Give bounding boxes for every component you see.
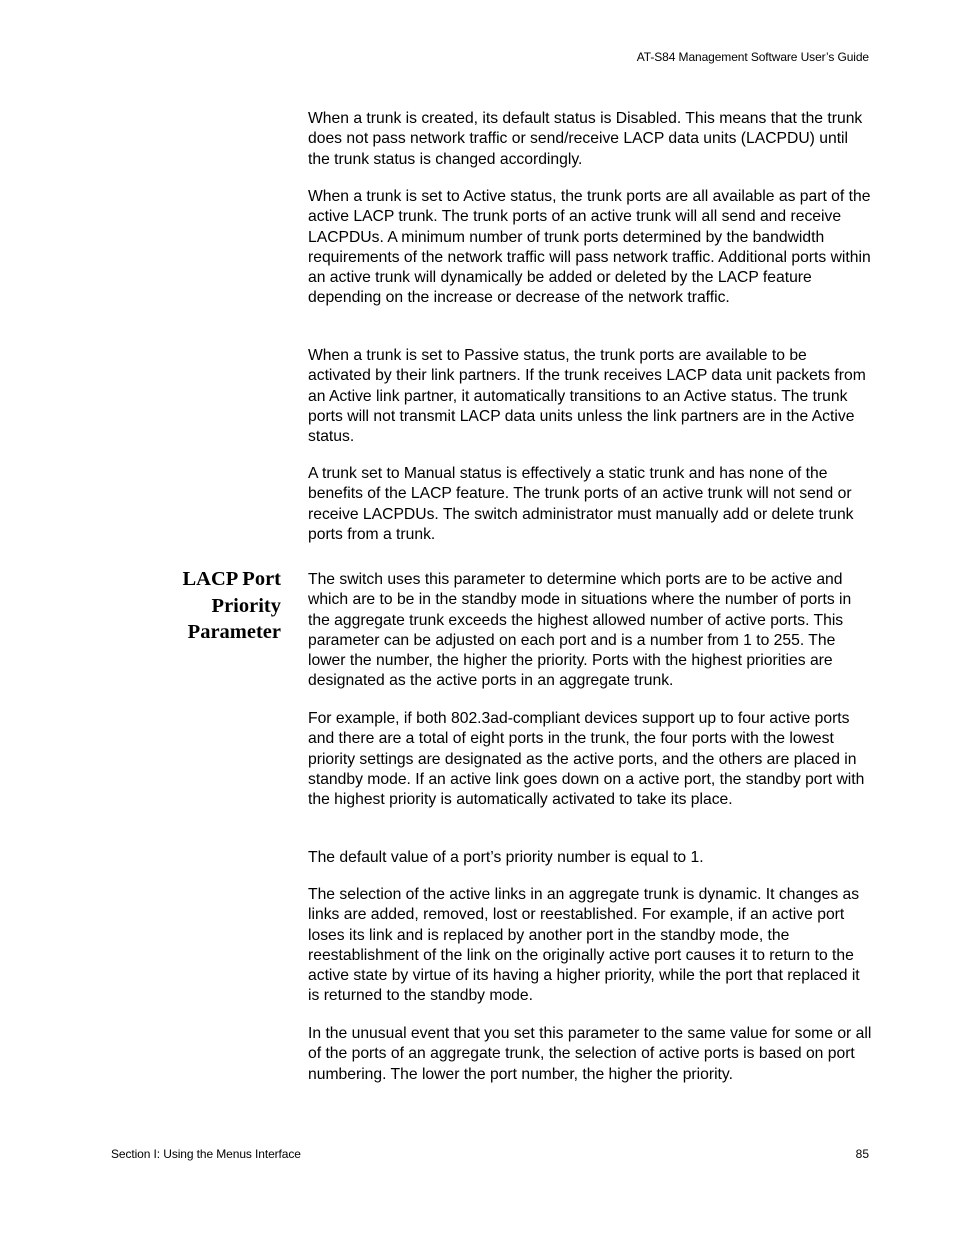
heading-line: Priority	[211, 594, 281, 617]
intro-paragraph-active-status	[308, 187, 872, 309]
section-paragraph-same-value	[308, 1024, 872, 1085]
paragraph-text: When a trunk is set to Active status, the trunk ports are all available as part of the active LACP trunk. The trunk ports of an active trunk will all send and receive LACPDUs. A minimum number of trunk ports determined by the bandwidth requirements of the network traffic will pass network traffic. Additional ports within an active trunk will dynamically be added or deleted by the LACP feature depending on the increase or decrease of the network traffic.	[308, 188, 871, 307]
section-paragraph-example	[308, 709, 872, 810]
section-paragraph-dynamic-selection	[308, 885, 872, 1007]
paragraph-text: When a trunk is set to Passive status, the trunk ports are available to be activated by their link partners. If the trunk receives LACP data unit packets from an Active link partner, it automatically transitions to an Active status. The trunk ports will not transmit LACP data units unless the link partners are in the Active status.	[308, 347, 866, 446]
paragraph-text: In the unusual event that you set this parameter to the same value for some or all of the ports of an aggregate trunk, the selection of active ports is based on port numbering. The lower the port number, the higher the priority.	[308, 1025, 872, 1083]
heading-line: Parameter	[187, 621, 281, 643]
heading-line: LACP Port	[182, 568, 281, 590]
paragraph-text: When a trunk is created, its default status is Disabled. This means that the trunk does not pass network traffic or send/receive LACP data units (LACPDU) until the trunk status is changed accordingly.	[308, 110, 863, 168]
running-header-title: AT-S84 Management Software User’s Guide	[636, 50, 869, 64]
footer-page-number: 85	[855, 1147, 869, 1161]
intro-paragraph-manual-status	[308, 464, 872, 545]
intro-paragraph-passive-status	[308, 346, 872, 447]
paragraph-text: A trunk set to Manual status is effectively a static trunk and has none of the benefits of the LACP feature. The trunk ports of an active trunk will not send or receive LACPDUs. The switch administrator must manually add or delete trunk ports from a trunk.	[308, 465, 854, 543]
section-heading-lacp-port-priority	[81, 566, 281, 646]
section-paragraph-parameter-purpose	[308, 570, 872, 692]
footer-section-label: Section I: Using the Menus Interface	[111, 1147, 301, 1161]
intro-paragraph-disabled-status	[308, 109, 872, 170]
paragraph-text: The switch uses this parameter to determine which ports are to be active and which are to be in the standby mode in situations where the number of ports in the aggregate trunk exceeds the highest allowed number of active ports. This parameter can be adjusted on each port and is a number from 1 to 255. The lower the number, the higher the priority. Ports with the highest priorities are designated as the active ports in an aggregate trunk.	[308, 571, 852, 690]
paragraph-text: For example, if both 802.3ad-compliant devices support up to four active ports and there are a total of eight ports in the trunk, the four ports with the lowest priority settings are designated as the active ports, and the others are placed in standby mode. If an active link goes down on a active port, the standby port with the highest priority is automatically activated to take its place.	[308, 710, 865, 809]
section-paragraph-default-value	[308, 848, 872, 868]
paragraph-text: The selection of the active links in an aggregate trunk is dynamic. It changes as links are added, removed, lost or reestablished. For example, if an active port loses its link and is replaced by another port in the standby mode, the reestablishment of the link on the originally active port causes it to return to the active state by virtue of its having a higher priority, while the port that replaced it is returned to the standby mode.	[308, 886, 860, 1005]
paragraph-text: The default value of a port’s priority number is equal to 1.	[308, 849, 704, 866]
